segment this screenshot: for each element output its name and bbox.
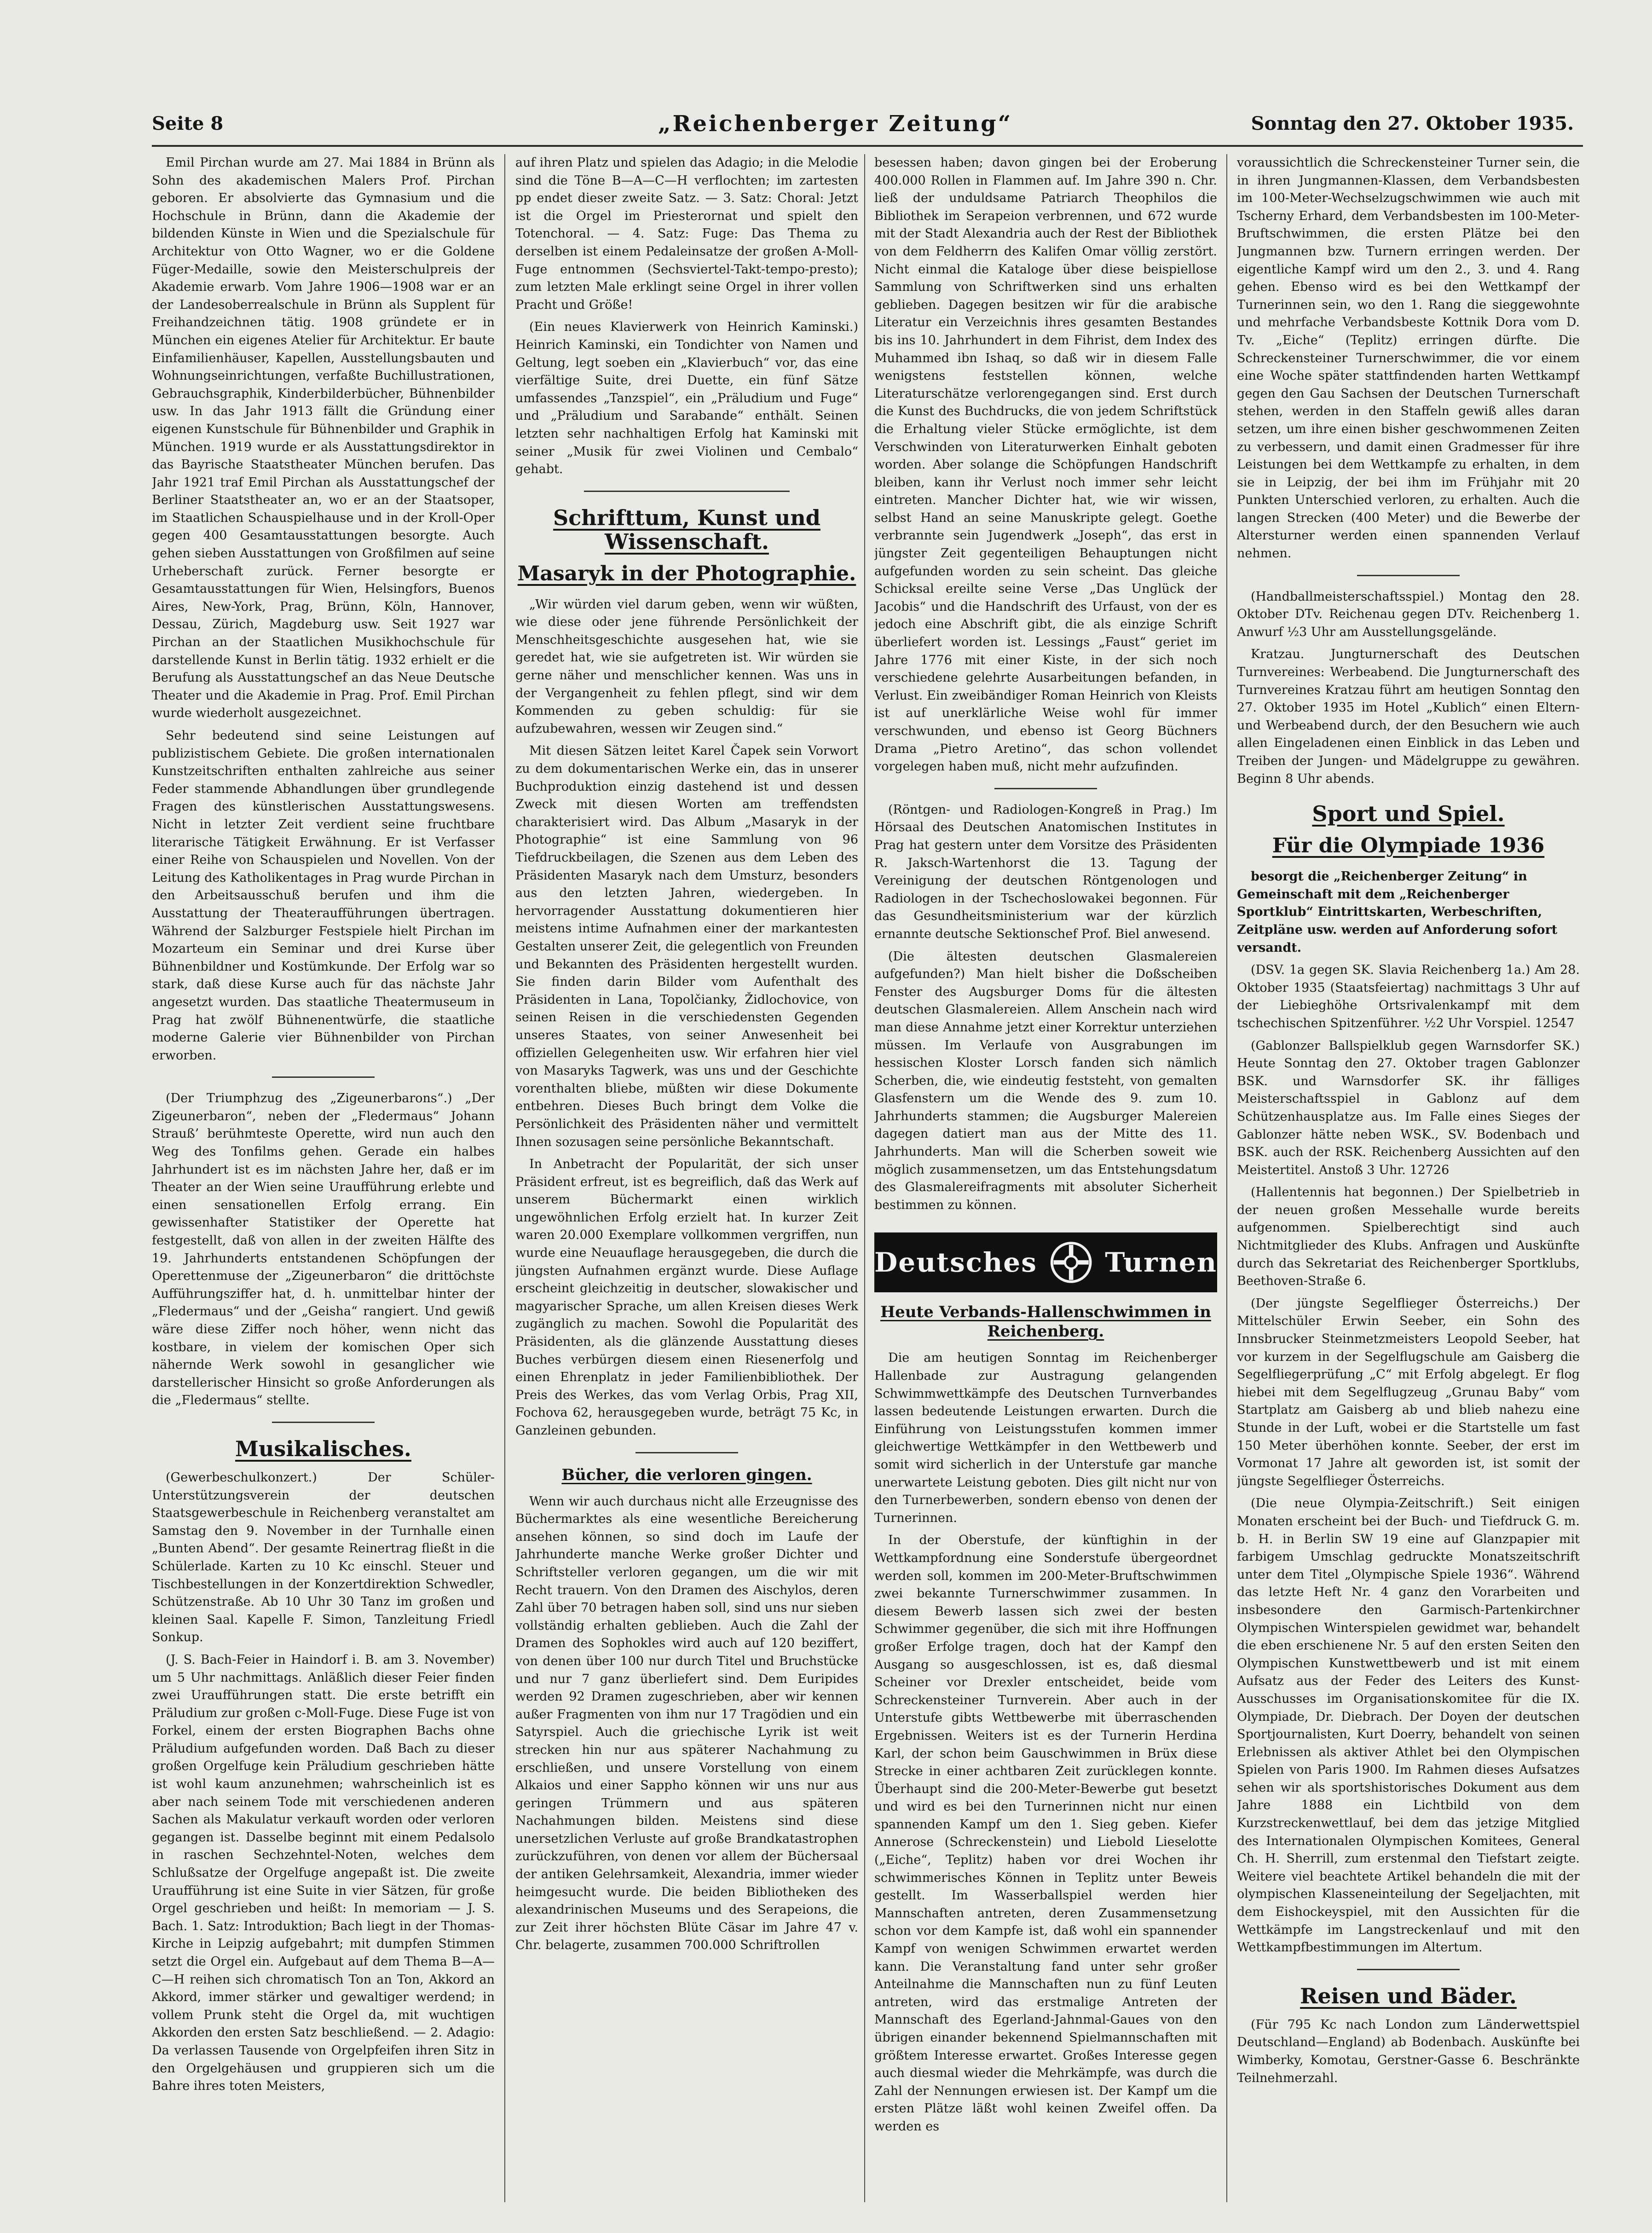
article-paragraph: Die am heutigen Sonntag im Reichenberger Hallenbade zur Austragung gelangenden Schwimmwettkämpfe des Deutschen Turnverbandes lassen bedeutende Leistungen erwarten. Durch die Einführung von Leistungsstufen kommen immer gleichwertige Wettkämpfer in den Wettbewerb und somit wird sicherlich in der Unterstufe gar manche unerwartete Leistung geboten. Dies gilt nicht nur von den Turnerbewerben, sondern ebenso von denen der Turnerinnen. <box>874 1351 1217 1525</box>
ticket-notice: besorgt die „Reichenberger Zeitung“ in Gemeinschaft mit dem „Reichenberger Sportklub“ Eintrittskarten, Werbeschriften, Zeitpläne usw. werden auf Anforderung sofort versandt. <box>1237 869 1558 955</box>
article-headline: Bücher, die verloren gingen. <box>561 1465 812 1484</box>
column-4 <box>1237 154 1580 2211</box>
column-2 <box>515 154 858 2211</box>
banner-text-right: Turnen <box>1105 1247 1217 1278</box>
section-heading: Musikalisches. <box>235 1436 411 1461</box>
article-headline: Heute Verbands-Hallenschwimmen in Reichenberg. <box>880 1303 1211 1341</box>
column-divider <box>864 154 865 2202</box>
column-3 <box>874 154 1217 2211</box>
article-paragraph: (Gablonzer Ballspielklub gegen Warnsdorfer SK.) Heute Sonntag den 27. Oktober tragen Gablonzer BSK. und Warnsdorfer SK. ihr fälliges Meisterschaftsspiel in Gablonz auf dem Schützenhausplatze aus. Im Falle eines Sieges der Gablonzer hätte neben WSK., SV. Bodenbach und BSK. auch der RSK. Reichenberg Aussichten auf den Meistertitel. Anstoß 3 Uhr. 12726 <box>1237 1038 1580 1177</box>
column-divider <box>504 154 505 2202</box>
separator <box>1357 575 1460 576</box>
separator <box>272 1076 375 1078</box>
separator <box>1357 1969 1460 1970</box>
separator <box>994 788 1097 789</box>
article-paragraph: Emil Pirchan wurde am 27. Mai 1884 in Brünn als Sohn des akademischen Malers Prof. Pirchan geboren. Er absolvierte das Gymnasium und die Hochschule in Brünn, dann die Akademie der bildenden Künste in Wien und die Spezialschule für Architektur von Otto Wagner, wo er die Goldene Füger-Medaille, sowie den Meisterschulpreis der Akademie erwarb. Vom Jahre 1906—1908 war er an der Landesoberrealschule in Brünn als Supplent für Freihandzeichnen tätig. 1908 gründete er in München ein eigenes Atelier für Architektur. Er baute Einfamilienhäuser, Kapellen, Ausstellungsbauten und Wohnungseinrichtungen, verfaßte Buchillustrationen, Gebrauchsgraphik, Kinderbilderbücher, Bühnenbilder usw. In das Jahr 1913 fällt die Gründung einer eigenen Kunstschule für Bühnenbilder und Graphik in München. 1919 wurde er als Ausstattungsdirektor in das Bayrische Staatstheater München berufen. Das Jahr 1921 traf Emil Pirchan als Ausstattungschef der Berliner Staatstheater an, wo er an der Staatsoper, im Staatlichen Schauspielhause und in der Kroll-Oper gegen 400 Gesamtausstattungen besorgte. Auch gehen sieben Ausstattungen von Großfilmen auf seine Urheberschaft zurück. Ferner besorgte er Gesamtausstattungen für Wien, Helsingfors, Buenos Aires, New-York, Prag, Brünn, Köln, Hannover, Dessau, Zürich, Magdeburg usw. Seit 1927 war Pirchan an der Staatlichen Musikhochschule für darstellende Kunst in Berlin tätig. 1932 erhielt er die Berufung als Ausstattungschef an das Neue Deutsche Theater und die Akademie in Prag. Prof. Emil Pirchan wurde wiederholt ausgezeichnet. <box>152 156 495 721</box>
separator <box>272 1422 375 1423</box>
masthead-title: „Reichenberger Zeitung“ <box>658 111 1013 137</box>
article-paragraph: In Anbetracht der Popularität, der sich unser Präsident erfreut, ist es begreiflich, daß das Werk auf unserem Büchermarkt einen wirklich ungewöhnlichen Erfolg erzielt hat. In kurzer Zeit waren 20.000 Exemplare vollkommen vergriffen, nun wurde eine Neuauflage herausgegeben, die durch die jüngsten Aufnahmen ergänzt wurde. Diese Auflage erscheint gleichzeitig in deutscher, slowakischer und magyarischer Sprache, um allen Kreisen dieses Werk zugänglich zu machen. Sowohl die Popularität des Präsidenten, als die glänzende Ausstattung dieses Buches verbürgen diesem einen Riesenerfolg und einen Ehrenplatz in jeder Familienbibliothek. Der Preis des Werkes, das vom Verlag Orbis, Prag XII, Fochova 62, herausgegeben wurde, beträgt 75 Kc, in Ganzleinen gebunden. <box>515 1157 858 1438</box>
article-paragraph: (Handballmeisterschaftsspiel.) Montag den 28. Oktober DTv. Reichenau gegen DTv. Reichenberg 1. Anwurf ½3 Uhr am Ausstellungsgelände. <box>1237 589 1580 639</box>
article-paragraph: (Der jüngste Segelflieger Österreichs.) Der Mittelschüler Erwin Seeber, ein Sohn des Innsbrucker Steinmetzmeisters Leopold Seeber, hat vor kurzem in der Segelflugschule am Gaisberg die Segelfliegerprüfung „C“ mit Erfolg abgelegt. Er flog hiebei mit dem Segelflugzeug „Grunau Baby“ vom Startplatz am Gaisberg ab und blieb nahezu eine Stunde in der Luft, wobei er die Startstelle um fast 150 Meter überhöhen konnte. Seeber, der erst im Vormonat 17 Jahre alt geworden ist, ist somit der jüngste Segelflieger Österreichs. <box>1237 1296 1580 1488</box>
section-heading: Reisen und Bäder. <box>1300 1983 1517 2008</box>
column-divider <box>1226 154 1227 2202</box>
article-headline: Masaryk in der Photographie. <box>517 561 856 585</box>
article-paragraph: Mit diesen Sätzen leitet Karel Čapek sein Vorwort zu dem dokumentarischen Werke ein, das in unserer Buchproduktion einzig dastehend ist und dessen Zweck mit diesen Worten am treffendsten charakterisiert wird. Das Album „Masaryk in der Photographie“ ist eine Sammlung von 96 Tiefdruckbeilagen, die Szenen aus dem Leben des Präsidenten Masaryk nach dem Umsturz, besonders aus den letzten Jahren, wiedergeben. In hervorragender Ausstattung dokumentieren hier meistens intime Aufnahmen einer der markantesten Gestalten unserer Zeit, die gelegentlich von Freunden und Bekannten des Präsidenten hergestellt wurden. Sie finden darin Bilder vom Aufenthalt des Präsidenten in Lana, Topolčianky, Židlochovice, von seinen Reisen in die verschiedensten Gegenden unseres Staates, von seiner Anwesenheit bei offiziellen Gelegenheiten usw. Wir erfahren hier viel von Masaryks Tagwerk, was uns und der Geschichte vorenthalten bliebe, müßten wir diese Dokumente entbehren. Dieses Buch bringt dem Volke die Persönlichkeit des Präsidenten näher und vermittelt Ihnen sozusagen seine persönliche Bekanntschaft. <box>515 744 858 1149</box>
article-paragraph: In der Oberstufe, der künftighin in der Wettkampfordnung eine Sonderstufe übergeordnet werden soll, kommen im 200-Meter-Bruftschwimmen zwei bekannte Turnerschwimmer zusammen. In diesem Bewerb lassen sich zwei der besten Schwimmer gegenüber, die sich mit ihre Hoffnungen großer Erfolge tragen, doch hat der Kampf den Ausgang so ausgeschlossen, ist es, daß diesmal Scheiner vor Drexler entscheidet, beide vom Schreckensteiner Turnverein. Aber auch in der Unterstufe gibts Wettbewerbe mit überraschenden Ergebnissen. Weiters ist es der Turnerin Herdina Karl, der schon beim Gauschwimmen in Brüx diese Strecke in einer achtbaren Zeit zurücklegen konnte. Überhaupt sind die 200-Meter-Bewerbe gut besetzt und wird es bei den Turnerinnen nicht nur einen spannenden Kampf um den 1. Sieg geben. Kiefer Annerose (Schreckenstein) und Liebold Lieselotte („Eiche“, Teplitz) haben vor drei Wochen ihr schwimmerisches Können in Teplitz unter Beweis gestellt. Im Wasserballspiel werden hier Mannschaften antreten, deren Zusammensetzung schon vor dem Kampfe ist, daß wohl ein spannender Kampf von wenigen Schwimmen erwartet werden kann. Die Veranstaltung fand unter sehr großer Anteilnahme die Mannschaften nun zu fünf Leuten antreten, wird das erstmalige Antreten der Mannschaft des Egerland-Jahnmal-Gaues von den übrigen einander bekennend Spielmannschaften mit größtem Interesse erwartet. Großes Interesse gegen auch diesmal wieder die Mehrkämpfe, was durch die Zahl der Nennungen erwiesen ist. Der Kampf um die ersten Plätze läßt wohl keinen Zweifel offen. Da werden es <box>874 1533 1217 2134</box>
separator <box>635 1452 739 1453</box>
article-paragraph: voraussichtlich die Schreckensteiner Turner sein, die in ihren Jungmannen-Klassen, dem Verbandsbesten im 100-Meter-Wechselzugschwimmen wie auch mit Tscherny Erhard, dem Verbandsbesten im 100-Meter-Bruftschwimmen, die ersten Plätze bei den Jungmannen bzw. Turnern erringen werden. Der eigentliche Kampf wird um den 2., 3. und 4. Rang gehen. Ebenso wird es bei den Wettkampf der Turnerinnen sein, wo den 1. Rang die sieggewohnte und mehrfache Verbandsbeste Kottnik Dora vom D. Tv. „Eiche“ (Teplitz) erringen dürfte. Die Schreckensteiner Turnerschwimmer, die vor einem eine Woche später stattfindenden harten Wettkampf gegen den Gau Sachsen der Deutschen Turnerschaft stehen, werden in den Staffeln gewiß alles daran setzen, um ihre einen bisher geschwommenen Zeiten zu verbessern, und damit einen Gradmesser für ihre Leistungen bei dem Wettkampfe zu erhalten, in dem sie in Leipzig, der bei ihm im Frühjahr mit 20 Punkten Unterschied verloren, zu erhalten. Auch die langen Strecken (400 Meter) und die Bewerbe der Altersturner werden einen spannenden Verlauf nehmen. <box>1237 156 1580 561</box>
article-paragraph: Sehr bedeutend sind seine Leistungen auf publizistischem Gebiete. Die großen internationalen Kunstzeitschriften enthalten zahlreiche aus seiner Feder stammende Abhandlungen über grundlegende Fragen des künstlerischen Ausstattungswesens. Nicht in letzter Zeit verdient seine fruchtbare literarische Tätigkeit Erwähnung. Er ist Verfasser einer Reihe von Schauspielen und Novellen. Von der Leitung des Katholikentages in Prag wurde Pirchan in den Arbeitsausschuß berufen und ihm die Ausstattung der Theateraufführungen übertragen. Während der Salzburger Festspiele hielt Pirchan im Mozarteum ein Seminar und drei Kurse über Bühnenbildner und Kostümkunde. Der Erfolg war so stark, daß diese Kurse auch für das nächste Jahr angesetzt wurden. Das staatliche Theatermuseum in Prag hat zwölf Bühnenentwürfe, die staatliche moderne Galerie vier Bühnenbilder von Pirchan erworben. <box>152 729 495 1063</box>
article-paragraph: (Gewerbeschulkonzert.) Der Schüler-Unterstützungsverein der deutschen Staatsgewerbeschule in Reichenberg veranstaltet am Samstag den 9. November in der Turnhalle einen „Bunten Abend“. Der gesamte Reinertrag fließt in die Schülerlade. Karten zu 10 Kc einschl. Steuer und Tischbestellungen in der Konzertdirektion Schwedler, Schützenstraße. Ab 10 Uhr 30 Tanz im großen und kleinen Saal. Kapelle F. Simon, Tanzleitung Friedl Sonkup. <box>152 1470 495 1645</box>
article-headline: Für die Olympiade 1936 <box>1272 834 1545 858</box>
column-1 <box>152 154 495 2211</box>
article-paragraph: (Der Triumphzug des „Zigeunerbarons“.) „Der Zigeunerbaron“, neben der „Fledermaus“ Johann Strauß’ berühmteste Operette, wird nun auch den Weg des Tonfilms gehen. Gerade ein halbes Jahrhundert ist es im nächsten Jahre her, daß er im Theater an der Wien seine Uraufführung erlebte und einen sensationellen Erfolg errang. Ein gewissenhafter Statistiker der Operette hat festgestellt, daß von allen in der zweiten Hälfte des 19. Jahrhunderts entstandenen Schöpfungen der Operettenmuse der „Zigeunerbaron“ die drittöchste Aufführungsziffer hat, d. h. unmittelbar hinter der „Fledermaus“ und der „Geisha“ rangiert. Und gewiß wäre diese Ziffer noch höher, wenn nicht das kostbare, in vielem der komischen Oper sich nähernde Werk sowohl in gesanglicher wie darstellerischer Hinsicht so große Anforderungen als die „Fledermaus“ stellte. <box>152 1091 495 1408</box>
turner-cross-emblem-icon <box>1049 1240 1093 1284</box>
article-paragraph: Wenn wir auch durchaus nicht alle Erzeugnisse des Büchermarktes als eine wesentliche Bereicherung ansehen können, so sind doch im Laufe der Jahrhunderte manche Werke großer Dichter und Schriftsteller verloren gegangen, um die wir mit Recht trauern. Von den Dramen des Aischylos, deren Zahl über 70 betragen haben soll, sind uns nur sieben vollständig erhalten geblieben. Auch die Zahl der Dramen des Sophokles wird auch auf 120 beziffert, von denen über 100 nur durch Titel und Bruchstücke und nur 7 ganz überliefert sind. Dem Euripides werden 92 Dramen zugeschrieben, aber wir kennen außer Fragmenten von ihm nur 17 Tragödien und ein Satyrspiel. Auch die griechische Lyrik ist weit strecken hin nur aus späterer Nachahmung zu erschließen, und unsere Vorstellung von einem Alkaios und einer Sappho können wir uns nur aus geringen Trümmern und aus späteren Nachahmungen bilden. Meistens sind diese unersetzlichen Verluste auf große Brandkatastrophen zurückzuführen, von denen vor allem der Büchersaal der antiken Gelehrsamkeit, Alexandria, immer wieder heimgesucht wurde. Die beiden Bibliotheken des alexandrinischen Museums und des Serapeions, die zur Zeit ihrer höchsten Blüte Cäsar im Jahre 47 v. Chr. belagerte, zusammen 700.000 Schriftrollen <box>515 1494 858 1953</box>
article-paragraph: (DSV. 1a gegen SK. Slavia Reichenberg 1a.) Am 28. Oktober 1935 (Staatsfeiertag) nachmittags 3 Uhr auf der Liebieghöhe Ortsrivalenkampf mit dem tschechischen Spitzenführer. ½2 Uhr Vorspiel. 12547 <box>1237 963 1580 1030</box>
article-paragraph: „Wir würden viel darum geben, wenn wir wüßten, wie diese oder jene führende Persönlichkeit der Menschheitsgeschichte ausgesehen hat, wie sie geredet hat, wie sie aufgetreten ist. Wir würden sie gerne näher und menschlicher kennen. Was uns in der Vergangenheit zu fehlen pflegt, sind wir dem Kommenden zu geben schuldig: für sie aufzubewahren, wessen wir Zeugen sind.“ <box>515 597 858 736</box>
article-paragraph: auf ihren Platz und spielen das Adagio; in die Melodie sind die Töne B—A—C—H verflochten; im zartesten pp endet dieser zweite Satz. — 3. Satz: Choral: Jetzt ist die Orgel im Priesterornat und spielt den Totenchoral. — 4. Satz: Fuge: Das Thema zu derselben ist einem Pedaleinsatze der großen A-Moll-Fuge entnommen (Sechsviertel-Takt-tempo-presto); zum letzten Male erklingt seine Orgel in ihrer vollen Pracht und Größe! <box>515 156 858 312</box>
page-number: Seite 8 <box>152 113 224 134</box>
article-paragraph: (J. S. Bach-Feier in Haindorf i. B. am 3. November) um 5 Uhr nachmittags. Anläßlich dieser Feier finden zwei Uraufführungen statt. Die erste betrifft ein Präludium zur großen c-Moll-Fuge. Diese Fuge ist von Forkel, einem der ersten Biographen Bachs ohne Präludium aufgefunden worden. Daß Bach zu dieser großen Orgelfuge kein Präludium geschrieben hätte ist wohl kaum anzunehmen; wahrscheinlich ist es aber nach seinem Tode mit verschiedenen anderen Sachen als Makulatur verkauft worden oder verloren gegangen ist. Dasselbe beginnt mit einem Pedalsolo in raschen Sechzehntel-Noten, welches dem Schlußsatze der Orgelfuge angepaßt ist. Die zweite Uraufführung ist eine Suite in vier Sätzen, für große Orgel geschrieben und heißt: In memoriam — J. S. Bach. 1. Satz: Introduktion; Bach liegt in der Thomas-Kirche in Leipzig aufgebahrt; mit dumpfen Stimmen setzt die Orgel ein. Aufgebaut auf dem Thema B—A—C—H reihen sich chromatisch Ton an Ton, Akkord an Akkord, immer stärker und gewaltiger werdend; in vollem Prunk steht die Orgel da, mit wuchtigen Akkorden den ersten Satz beschließend. — 2. Adagio: Da verlassen Tausende von Orgelpfeifen ihren Sitz in den Orgelgehäusen und gruppieren sich um die Bahre ihres toten Meisters, <box>152 1652 495 2094</box>
article-paragraph: (Röntgen- und Radiologen-Kongreß in Prag.) Im Hörsaal des Deutschen Anatomischen Institutes in Prag hat gestern unter dem Vorsitze des Präsidenten R. Jaksch-Wartenhorst die 13. Tagung der Vereinigung der deutschen Röntgenologen und Radiologen in der Tschechoslowakei begonnen. Für das Gesundheitsministerium war der kürzlich ernannte deutsche Sektionschef Prof. Biel anwesend. <box>874 802 1217 941</box>
article-paragraph: (Für 795 Kc nach London zum Länderwettspiel Deutschland—England) ab Bodenbach. Auskünfte bei Wimberky, Komotau, Gerstner-Gasse 6. Beschränkte Teilnehmerzahl. <box>1237 2017 1580 2085</box>
separator <box>584 491 790 492</box>
header-rule <box>152 145 1583 147</box>
article-paragraph: (Die neue Olympia-Zeitschrift.) Seit einigen Monaten erscheint bei der Buch- und Tiefdruck G. m. b. H. in Berlin SW 19 eine auf Glanzpapier mit farbigem Umschlag gedruckte Monatszeitschrift unter dem Titel „Olympische Spiele 1936“. Während das letzte Heft Nr. 4 ganz den Vorarbeiten und insbesondere den Garmisch-Partenkirchner Olympischen Winterspielen gewidmet war, behandelt die eben erschienene Nr. 5 auf den ersten Seiten den Olympischen Kunstwettbewerb und ist mit einem Aufsatz aus der Feder des Leiters des Kunst-Ausschusses im Organisationskomitee für die IX. Olympiade, Dr. Diebrach. Der Doyen der deutschen Sportjournalisten, Kurt Doerry, behandelt von seinen Erlebnissen als aktiver Athlet bei den Olympischen Spielen von Paris 1900. Im Rahmen dieses Aufsatzes sehen wir als sportshistorisches Dokument aus dem Jahre 1888 ein Lichtbild von dem Kurzstreckenwettlauf, bei dem das jetzige Mitglied des Internationalen Olympischen Komitees, General Ch. H. Sherrill, zum erstenmal den Tiefstart zeigte. Weitere viel beachtete Artikel behandeln die mit der olympischen Klasseneinteilung der Segeljachten, mit dem Eishockeyspiel, mit den Aussichten für die Wettkämpfe im Langstreckenlauf und mit den Wettkampfbestimmungen im Altertum. <box>1237 1496 1580 1955</box>
article-paragraph: (Hallentennis hat begonnen.) Der Spielbetrieb in der neuen großen Messehalle wurde bereits aufgenommen. Spielberechtigt sind auch Nichtmitglieder des Klubs. Anfragen und Auskünfte durch das Sekretariat des Reichenberger Sportklubs, Beethoven-Straße 6. <box>1237 1185 1580 1289</box>
article-paragraph: (Ein neues Klavierwerk von Heinrich Kaminski.) Heinrich Kaminski, ein Tondichter von Namen und Geltung, legt soeben ein „Klavierbuch“ vor, das eine vierfältige Suite, drei Duette, ein fünf Sätze umfassendes „Tanzspiel“, ein „Präludium und Fuge“ und „Präludium und Sarabande“ enthält. Seinen letzten sehr nachhaltigen Erfolg hat Kaminski mit seiner „Musik für zwei Violinen und Cembalo“ gehabt. <box>515 320 858 477</box>
banner-text-left: Deutsches <box>874 1247 1037 1278</box>
deutsches-turnen-banner <box>874 1232 1217 1292</box>
article-paragraph: besessen haben; davon gingen bei der Eroberung 400.000 Rollen in Flammen auf. Im Jahre 390 n. Chr. ließ der unduldsame Patriarch Theophilos die Bibliothek im Serapeion verbrennen, und 672 wurde mit der Stadt Alexandria auch der Rest der Bibliothek von dem Feldherrn des Kalifen Omar völlig zerstört. Nicht einmal die Kataloge über diese beispiellose Sammlung von Schriftwerken sind uns erhalten geblieben. Dagegen besitzen wir für die arabische Literatur ein Verzeichnis ihres gesamten Bestandes bis ins 10. Jahrhundert in dem Fihrist, dem Index des Muhammed ibn Ishaq, so daß wir in diesem Falle wenigstens feststellen können, welche Literaturschätze verlorengegangen sind. Erst durch die Kunst des Buchdrucks, die von jedem Schriftstück die Erhaltung vieler Stücke ermöglichte, ist dem Verschwinden von Literaturwerken Einhalt geboten worden. Aber solange die Schöpfungen Handschrift bleiben, kann ihr Verlust noch immer sehr leicht eintreten. Mancher Dichter hat, wie wir wissen, selbst Hand an seine Manuskripte gelegt. Goethe verbrannte sein Jugendwerk „Joseph“, das erst in jüngster Zeit gegenteiligen Behauptungen nicht aufgefunden worden zu sein scheint. Das gleiche Schicksal ereilte seine Verse „Das Unglück der Jacobis“ und die Handschrift des Urfaust, von der es jedoch eine Abschrift gibt, die als einzige Schrift überliefert worden ist. Lessings „Faust“ geriet im Jahre 1776 mit einer Kiste, in der sich noch verschiedene gelehrte Ausarbeitungen befanden, in Verlust. Ein zweibändiger Roman Heinrich von Kleists ist auf unerklärliche Weise wohl für immer verschwunden, und ebenso ist Georg Büchners Drama „Pietro Aretino“, das schon vollendet vorgelegen haben muß, nicht mehr aufzufinden. <box>874 156 1217 774</box>
issue-date: Sonntag den 27. Oktober 1935. <box>1251 113 1574 134</box>
section-heading: Sport und Spiel. <box>1312 801 1505 827</box>
section-heading: Schrifttum, Kunst und Wissenschaft. <box>553 505 820 554</box>
page-header <box>152 108 1583 140</box>
article-paragraph: Kratzau. Jungturnerschaft des Deutschen Turnvereines: Werbeabend. Die Jungturnerschaft des Turnvereines Kratzau führt am heutigen Sonntag den 27. Oktober 1935 im Hotel „Kublich“ einen Eltern- und Werbeabend durch, der den Besuchern wie auch allen Eingeladenen einen Einblick in das Leben und Treiben der Jungen- und Mädelgruppe zu gewähren. Beginn 8 Uhr abends. <box>1237 647 1580 786</box>
article-paragraph: (Die ältesten deutschen Glasmalereien aufgefunden?) Man hielt bisher die Doßscheiben Fenster des Augsburger Doms für die ältesten deutschen Glasmalereien. Allem Anschein nach wird man diese Annahme jetzt einer Korrektur unterziehen müssen. Im Verlaufe von Ausgrabungen im hessischen Kloster Lorsch fanden sich nämlich Scherben, die, wie eindeutig feststeht, von gemalten Glasfenstern um die Wende des 9. zum 10. Jahrhunderts stammen; die Augsburger Malereien dagegen datiert man aus der Mitte des 11. Jahrhunderts. Man will die Scherben soweit wie möglich zusammensetzen, um das Entstehungsdatum des Glasmalereifragments mit absoluter Sicherheit bestimmen zu können. <box>874 949 1217 1212</box>
